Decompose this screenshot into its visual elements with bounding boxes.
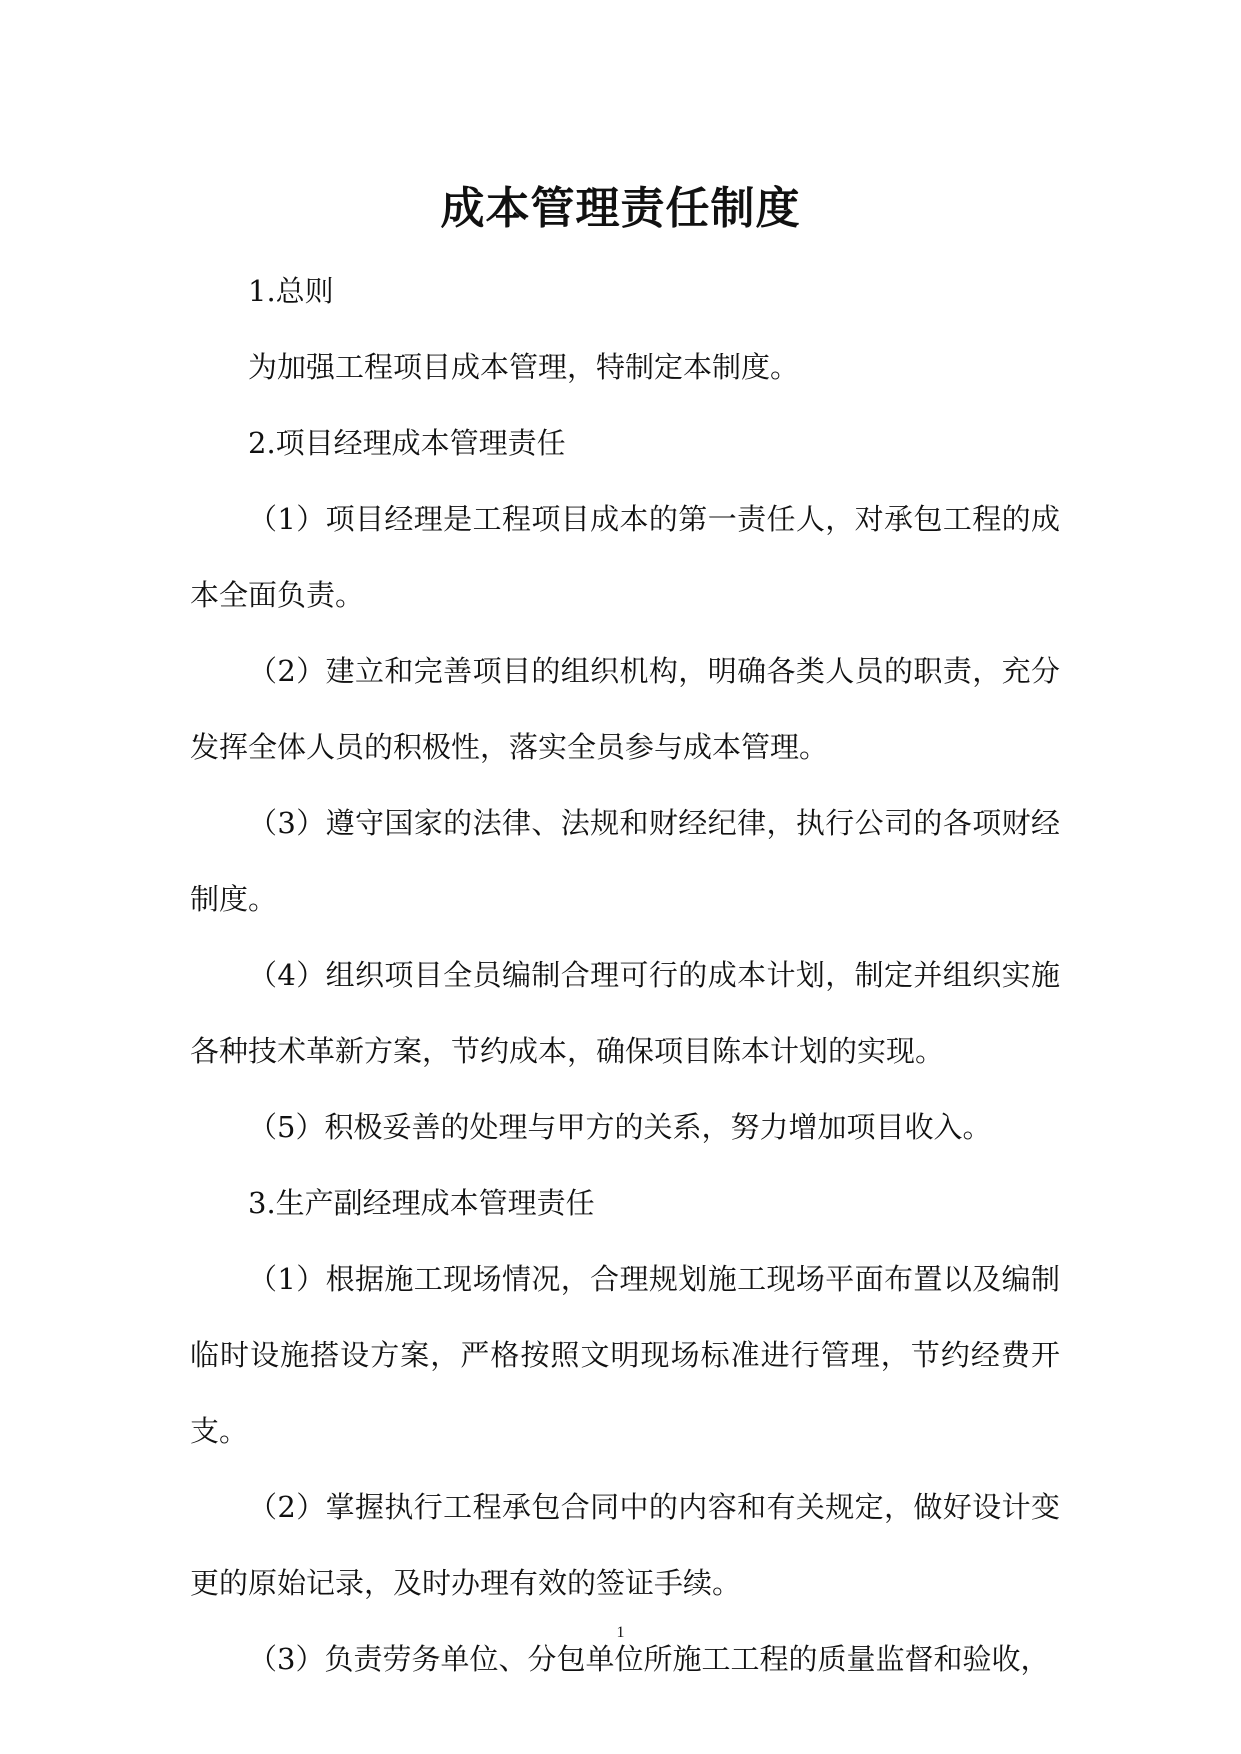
paragraph: （1）根据施工现场情况，合理规划施工现场平面布置以及编制临时设施搭设方案，严格按照文明现场标准进行管理，节约经费开支。 — [190, 1262, 1060, 1448]
section-heading-general: 1.总则 — [248, 274, 334, 308]
paragraph: （4）组织项目全员编制合理可行的成本计划，制定并组织实施各种技术革新方案，节约成本，确保项目陈本计划的实现。 — [190, 958, 1060, 1068]
paragraph: （3）负责劳务单位、分包单位所施工工程的质量监督和验收， — [248, 1642, 1050, 1676]
paragraph: （3）遵守国家的法律、法规和财经纪律，执行公司的各项财经制度。 — [190, 806, 1060, 916]
paragraph: （2）掌握执行工程承包合同中的内容和有关规定，做好设计变更的原始记录，及时办理有效的签证手续。 — [190, 1490, 1060, 1600]
paragraph: （1）项目经理是工程项目成本的第一责任人，对承包工程的成本全面负责。 — [190, 502, 1060, 612]
paragraph: （2）建立和完善项目的组织机构，明确各类人员的职责，充分发挥全体人员的积极性，落实全员参与成本管理。 — [190, 654, 1060, 764]
section-heading-production-deputy: 3.生产副经理成本管理责任 — [248, 1186, 595, 1220]
document-body — [190, 253, 1060, 1697]
section-heading-project-manager: 2.项目经理成本管理责任 — [248, 426, 566, 460]
paragraph: 为加强工程项目成本管理，特制定本制度。 — [248, 350, 800, 384]
page-number: 1 — [616, 1624, 625, 1641]
document-title: 成本管理责任制度 — [440, 183, 801, 235]
paragraph: （5）积极妥善的处理与甲方的关系，努力增加项目收入。 — [248, 1110, 992, 1144]
